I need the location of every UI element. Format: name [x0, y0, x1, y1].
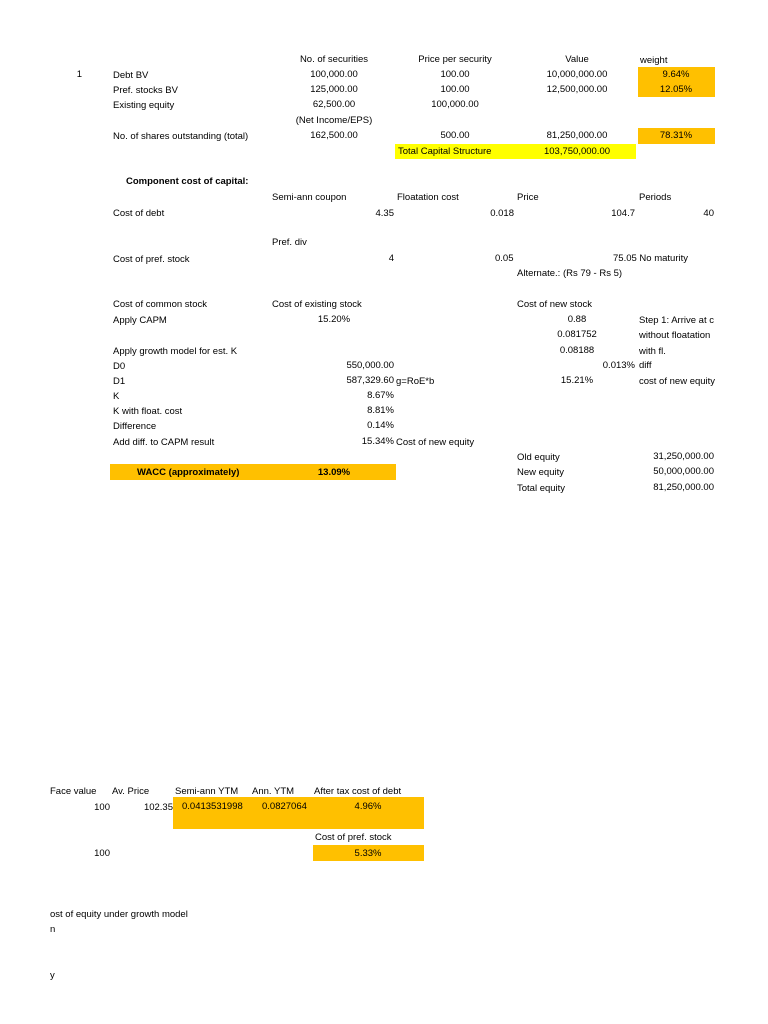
cost-of-debt-label: Cost of debt	[113, 208, 165, 219]
wacc-value: 13.09%	[317, 467, 351, 478]
debt-floatation: 0.018	[490, 208, 514, 219]
row1-after-tax: 4.96%	[354, 801, 382, 812]
pref-cost-header: Cost of pref. stock	[315, 832, 392, 843]
total-equity-value: 81,250,000.00	[653, 482, 714, 493]
existing-price: 100,000.00	[431, 99, 479, 110]
d0-label: D0	[113, 361, 126, 372]
note-growth-model: ost of equity under growth model	[50, 909, 188, 920]
diff-right-note: diff	[639, 360, 652, 371]
row2-face: 100	[94, 848, 110, 859]
difference-label: Difference	[113, 421, 157, 432]
add-diff-label: Add diff. to CAPM result	[113, 437, 215, 448]
pref-price: 100.00	[440, 84, 470, 95]
pref-label: Pref. stocks BV	[113, 85, 178, 96]
pref-floatation: 0.05	[495, 253, 514, 264]
header-value: Value	[565, 54, 589, 65]
capm-value: 15.20%	[317, 314, 351, 325]
cost-of-pref-label: Cost of pref. stock	[113, 254, 190, 265]
total-value: 103,750,000.00	[543, 146, 611, 157]
header-av-price: Av. Price	[112, 786, 150, 797]
alternate-note: Alternate.: (Rs 79 - Rs 5)	[517, 268, 623, 279]
capm-label: Apply CAPM	[113, 315, 167, 326]
total-equity-label: Total equity	[517, 483, 566, 494]
d1-value: 587,329.60	[346, 375, 394, 386]
kf-value: 8.81%	[367, 405, 394, 416]
new-value-3: 0.08188	[559, 345, 595, 356]
common-label: Cost of common stock	[113, 299, 207, 310]
shares-label: No. of shares outstanding (total)	[113, 131, 249, 142]
note-fragment-n: n	[50, 924, 56, 935]
new-equity-note: cost of new equity	[639, 376, 716, 387]
header-weight: weight	[640, 55, 668, 66]
debt-periods: 40	[703, 208, 714, 219]
note-fragment-y: y	[50, 970, 55, 981]
header-periods: Periods	[639, 192, 672, 203]
step-line-2: without floatation	[639, 330, 711, 341]
debt-weight: 9.64%	[662, 69, 690, 80]
kf-label: K with float. cost	[113, 406, 183, 417]
pref-div-header: Pref. div	[272, 237, 307, 248]
header-semi-ytm: Semi-ann YTM	[175, 786, 239, 797]
existing-stock-header: Cost of existing stock	[272, 299, 362, 310]
diff-right-value: 0.013%	[602, 360, 635, 371]
shares-securities: 162,500.00	[310, 130, 358, 141]
old-equity-label: Old equity	[517, 452, 560, 463]
d0-value: 550,000.00	[346, 360, 394, 371]
total-label: Total Capital Structure	[398, 146, 492, 157]
old-equity-value: 31,250,000.00	[653, 451, 714, 462]
debt-securities: 100,000.00	[310, 69, 358, 80]
row1-face: 100	[94, 802, 110, 813]
header-face-value: Face value	[50, 786, 97, 797]
new-equity-cost: 15.21%	[560, 375, 594, 386]
pref-value: 12,500,000.00	[546, 84, 608, 95]
shares-value: 81,250,000.00	[546, 130, 608, 141]
header-component-price: Price	[517, 192, 539, 203]
header-price: Price per security	[418, 54, 492, 65]
pref-div: 4	[388, 253, 394, 264]
pref-securities: 125,000.00	[310, 84, 358, 95]
component-title: Component cost of capital:	[126, 176, 249, 187]
pref-weight: 12.05%	[659, 84, 693, 95]
row2-pref-cost: 5.33%	[354, 848, 382, 859]
difference-value: 0.14%	[367, 420, 394, 431]
step-line-1: Step 1: Arrive at c	[639, 315, 714, 326]
add-diff-note: Cost of new equity	[396, 437, 475, 448]
header-securities: No. of securities	[299, 54, 369, 65]
row1-ann-ytm: 0.0827064	[262, 801, 307, 812]
debt-coupon: 4.35	[375, 208, 394, 219]
new-equity-value: 50,000,000.00	[653, 466, 714, 477]
shares-weight: 78.31%	[659, 130, 693, 141]
debt-label: Debt BV	[113, 70, 149, 81]
row-number: 1	[76, 69, 82, 80]
net-income-note: (Net Income/EPS)	[295, 115, 373, 126]
growth-label: Apply growth model for est. K	[113, 346, 238, 357]
new-equity-label: New equity	[517, 467, 564, 478]
existing-securities: 62,500.00	[312, 99, 356, 110]
existing-label: Existing equity	[113, 100, 175, 111]
k-label: K	[113, 391, 120, 402]
pref-price-note: 75.05 No maturity	[613, 253, 688, 264]
debt-price: 100.00	[440, 69, 470, 80]
new-value-1: 0.88	[567, 314, 587, 325]
header-coupon: Semi-ann coupon	[272, 192, 347, 203]
wacc-label: WACC (approximately)	[137, 467, 240, 478]
growth-formula: g=RoE*b	[396, 376, 435, 387]
add-diff-value: 15.34%	[361, 436, 394, 447]
new-value-2: 0.081752	[557, 329, 597, 340]
d1-label: D1	[113, 376, 126, 387]
header-ann-ytm: Ann. YTM	[252, 786, 295, 797]
debt-component-price: 104.7	[611, 208, 635, 219]
step-line-3: with fl.	[639, 346, 666, 357]
debt-value: 10,000,000.00	[546, 69, 608, 80]
new-stock-header: Cost of new stock	[517, 299, 592, 310]
k-value: 8.67%	[367, 390, 394, 401]
row1-av-price: 102.35	[143, 802, 173, 813]
row1-semi-ytm: 0.0413531998	[182, 801, 243, 812]
shares-price: 500.00	[440, 130, 470, 141]
header-floatation: Floatation cost	[397, 192, 459, 203]
header-after-tax: After tax cost of debt	[314, 786, 402, 797]
